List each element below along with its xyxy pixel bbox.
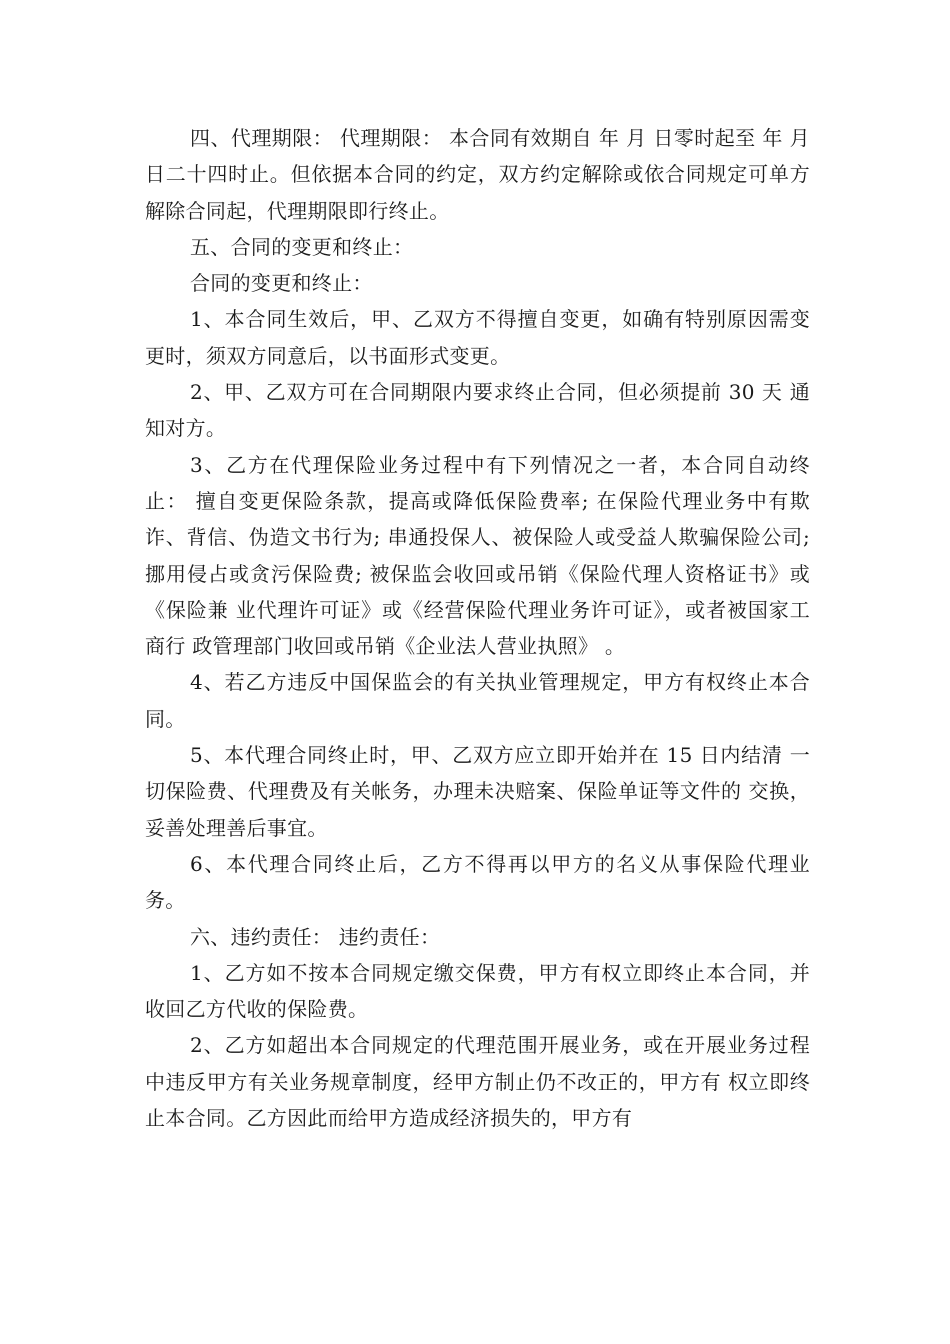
document-page (145, 120, 810, 1136)
clause-5-2: 2、甲、乙双方可在合同期限内要求终止合同，但必须提前 30 天 通知对方。 (145, 380, 810, 441)
section-five-heading: 五、合同的变更和终止： (190, 234, 414, 259)
clause-5-5: 5、本代理合同终止时，甲、乙双方应立即开始并在 15 日内结清 一切保险费、代理费及有关帐务，办理未决赔案、保险单证等文件的 交换，妥善处理善后事宜。 (145, 743, 810, 840)
clause-5-1: 1、本合同生效后，甲、乙双方不得擅自变更，如确有特别原因需变更时，须双方同意后，以书面形式变更。 (145, 307, 810, 368)
clause-5-3: 3、乙方在代理保险业务过程中有下列情况之一者，本合同自动终止： 擅自变更保险条款，提高或降低保险费率; 在保险代理业务中有欺诈、背信、伪造文书行为; 串通投保人、被保险人或受益人欺骗保险公司; 挪用侵占或贪污保险费; 被保监会收回或吊销《保险代理人资格证书》或《保险兼 业代理许可证》或《经营保险代理业务许可证》，或者被国家工商行 政管理部门收回或吊销《企业法人营业执照》 。 (145, 452, 810, 659)
clause-5-6: 6、本代理合同终止后，乙方不得再以甲方的名义从事保险代理业务。 (145, 851, 810, 913)
clause-6-2: 2、乙方如超出本合同规定的代理范围开展业务，或在开展业务过程中违反甲方有关业务规章制度，经甲方制止仍不改正的，甲方有 权立即终止本合同。乙方因此而给甲方造成经济损失的，甲方有 (145, 1033, 810, 1131)
section-four-agency-term: 四、代理期限： 代理期限： 本合同有效期自 年 月 日零时起至 年 月 日二十四时止。但依据本合同的约定，双方约定解除或依合同规定可单方 解除合同起，代理期限即行终止。 (145, 126, 810, 223)
section-five-subheading: 合同的变更和终止： (190, 271, 373, 296)
section-six-heading: 六、违约责任： 违约责任： (190, 924, 441, 949)
clause-6-1: 1、乙方如不按本合同规定缴交保费，甲方有权立即终止本合同，并收回乙方代收的保险费。 (145, 960, 810, 1022)
clause-5-4: 4、若乙方违反中国保监会的有关执业管理规定，甲方有权终止本合同。 (145, 670, 810, 731)
